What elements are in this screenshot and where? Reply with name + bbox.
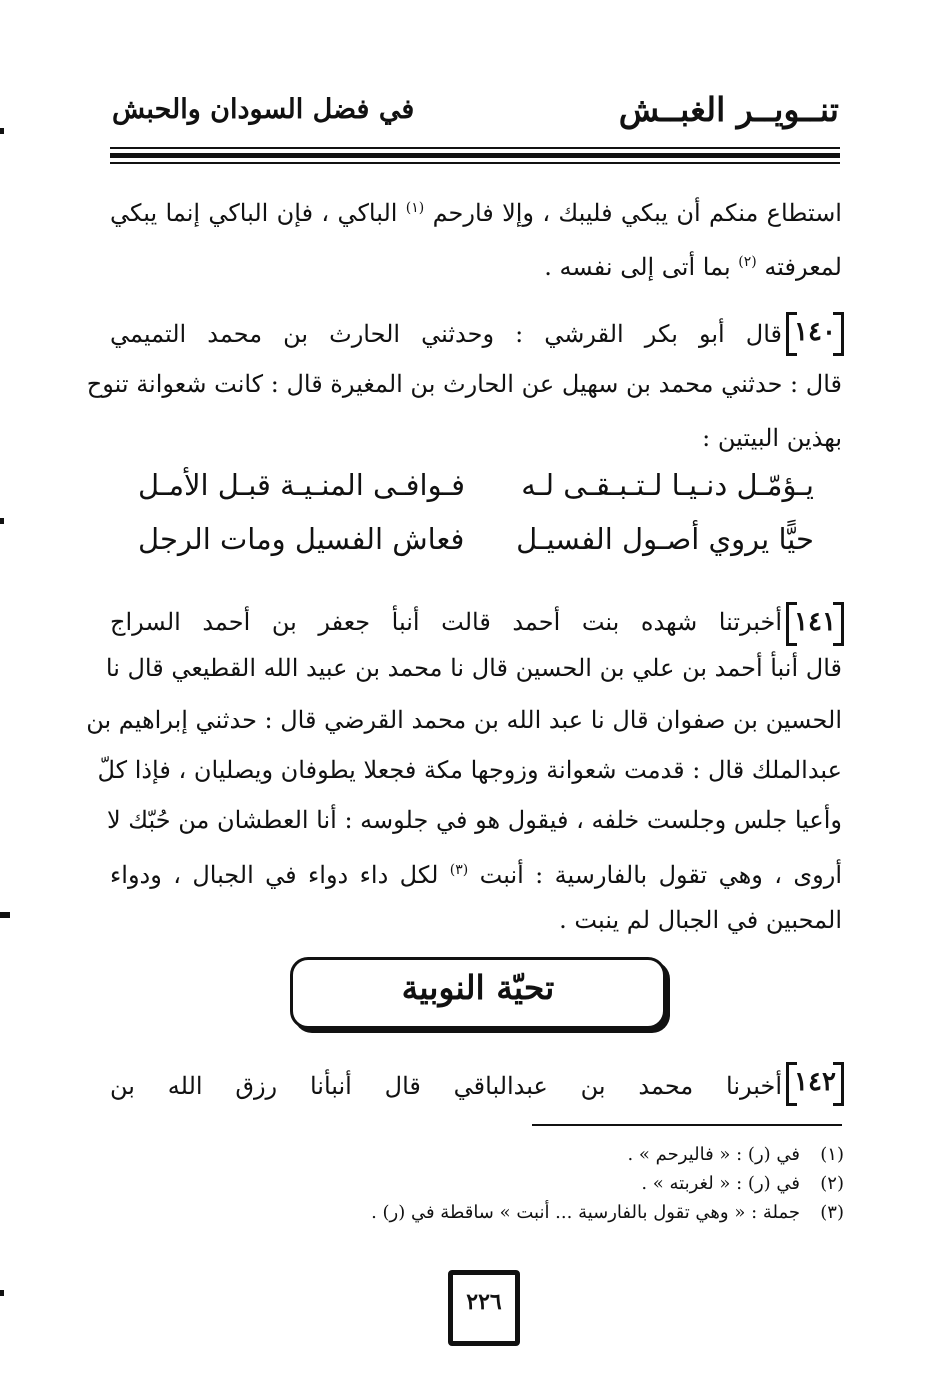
- verse-hemistich-right: يـؤمّـل دنـيـا لـتـبـقـى لـه: [521, 468, 814, 502]
- page-number: ٢٢٦: [466, 1289, 502, 1315]
- text-line: بهذين البيتين :: [702, 424, 842, 452]
- text-line: أخبرتنا شهده بنت أحمد قالت أنبأ جعفر بن أحمد السراج: [110, 608, 782, 636]
- margin-mark: [0, 518, 4, 524]
- footnote-ref: (٣): [449, 862, 469, 878]
- entry-number: ١٤٢: [786, 1060, 844, 1104]
- verse-hemistich-right: حيًّا يروي أصـول الفسيـل: [516, 522, 814, 556]
- header-rule-thick: [110, 153, 840, 158]
- header-rule-top: [110, 147, 840, 149]
- section-title: تحيّة النوبية: [401, 968, 555, 1007]
- text-line: أخبرنا محمد بن عبدالباقي قال أنبأنا رزق الله بن: [110, 1072, 782, 1100]
- text-line: المحبين في الجبال لم ينبت .: [559, 906, 842, 934]
- running-header-title: تنــويــر الغبــش: [618, 90, 839, 129]
- verse-hemistich-left: فعاش الفسيل ومات الرجل: [138, 522, 465, 556]
- verse-hemistich-left: فـوافـى المنـيـة قبـل الأمـل: [138, 468, 465, 502]
- text-line: وأعيا جلس وجلست خلفه ، فيقول هو في جلوسه : أنا العطشان من حُبّك لا: [106, 806, 842, 834]
- margin-mark: [0, 128, 4, 134]
- footnote-rule: [532, 1124, 842, 1126]
- text-line: قال : حدثني محمد بن سهيل عن الحارث بن المغيرة قال : كانت شعوانة تنوح: [86, 370, 842, 398]
- entry-number: ١٤١: [786, 600, 844, 644]
- footnote: (٢)في (ر) : « لغربته » .: [641, 1173, 844, 1194]
- margin-mark: [0, 912, 10, 918]
- text-line: عبدالملك قال : قدمت شعوانة وزوجها مكة فجعلا يطوفان ويصليان ، فإذا كلّ: [97, 756, 842, 784]
- page-number-box: [448, 1270, 520, 1346]
- margin-mark: [0, 1290, 4, 1296]
- running-header-subtitle: في فضل السودان والحبش: [112, 94, 415, 125]
- text-line: لمعرفته $^{(٢)}$ بما أتى إلى نفسه .: [544, 253, 842, 281]
- footnote-ref: (٢): [738, 254, 757, 270]
- text-line: قال أنبأ أحمد بن علي بن الحسين قال نا محمد بن عبيد الله القطيعي قال نا: [105, 654, 842, 682]
- entry-number: ١٤٠: [786, 310, 844, 354]
- text-line: قال أبو بكر القرشي : وحدثني الحارث بن محمد التميمي: [110, 320, 782, 348]
- footnote: (١)في (ر) : « فاليرحم » .: [627, 1144, 844, 1165]
- header-rule-bottom: [110, 162, 840, 164]
- text-line: أروى ، وهي تقول بالفارسية : أنبت $^{(٣)}$ لكل داء دواء في الجبال ، ودواء: [110, 861, 842, 889]
- text-line: استطاع منكم أن يبكي فليبك ، وإلا فارحم $^{(١)}$ الباكي ، فإن الباكي إنما يبكي: [110, 199, 842, 227]
- text-line: الحسين بن صفوان قال نا عبد الله بن محمد القرضي قال : حدثني إبراهيم بن: [86, 706, 842, 734]
- footnote: (٣)جملة : « وهي تقول بالفارسية ... أنبت » ساقطة في (ر) .: [371, 1202, 844, 1223]
- footnote-ref: (١): [405, 200, 425, 216]
- section-title-box: [290, 957, 666, 1029]
